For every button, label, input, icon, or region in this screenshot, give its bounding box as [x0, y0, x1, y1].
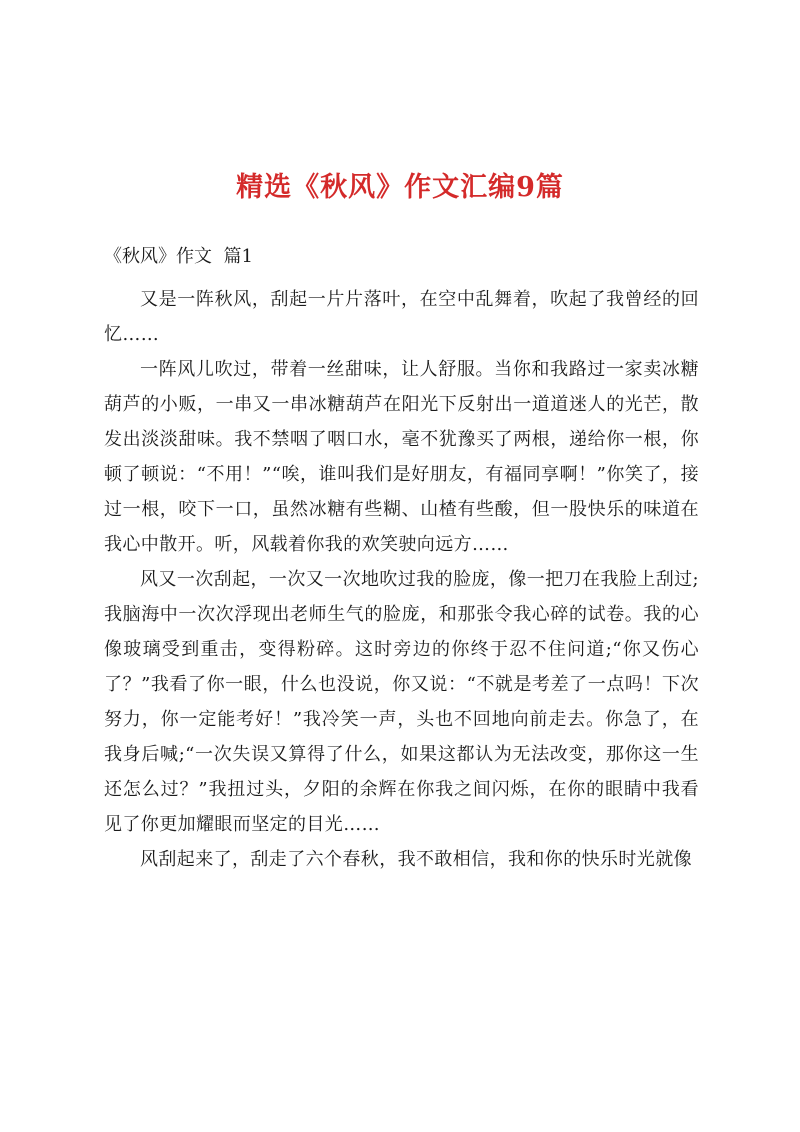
paragraph: 又是一阵秋风，刮起一片片落叶，在空中乱舞着，吹起了我曾经的回忆……	[104, 289, 699, 345]
section-heading: 《秋风》作文 篇1	[104, 246, 253, 267]
paragraph: 一阵风儿吹过，带着一丝甜味，让人舒服。当你和我路过一家卖冰糖葫芦的小贩，一串又一串冰糖葫芦在阳光下反射出一道道迷人的光芒，散发出淡淡甜味。我不禁咽了咽口水，毫不犹豫买了两根，递给你一根，你顿了顿说：“不用！”“唉，谁叫我们是好朋友，有福同享啊！”你笑了，接过一根，咬下一口，虽然冰糖有些糊、山楂有些酸，但一股快乐的味道在我心中散开。听，风载着你我的欢笑驶向远方……	[104, 359, 699, 555]
paragraph: 风刮起来了，刮走了六个春秋，我不敢相信，我和你的快乐时光就像	[140, 849, 692, 870]
document-body	[104, 282, 699, 877]
document-title: 精选《秋风》作文汇编9篇	[236, 172, 564, 203]
paragraph: 风又一次刮起，一次又一次地吹过我的脸庞，像一把刀在我脸上刮过;我脑海中一次次浮现出老师生气的脸庞，和那张令我心碎的试卷。我的心像玻璃受到重击，变得粉碎。这时旁边的你终于忍不住问道;“你又伤心了？”我看了你一眼，什么也没说，你又说：“不就是考差了一点吗！下次努力，你一定能考好！”我冷笑一声，头也不回地向前走去。你急了，在我身后喊;“一次失误又算得了什么，如果这都认为无法改变，那你这一生还怎么过？”我扭过头，夕阳的余辉在你我之间闪烁，在你的眼睛中我看见了你更加耀眼而坚定的目光……	[104, 569, 699, 835]
